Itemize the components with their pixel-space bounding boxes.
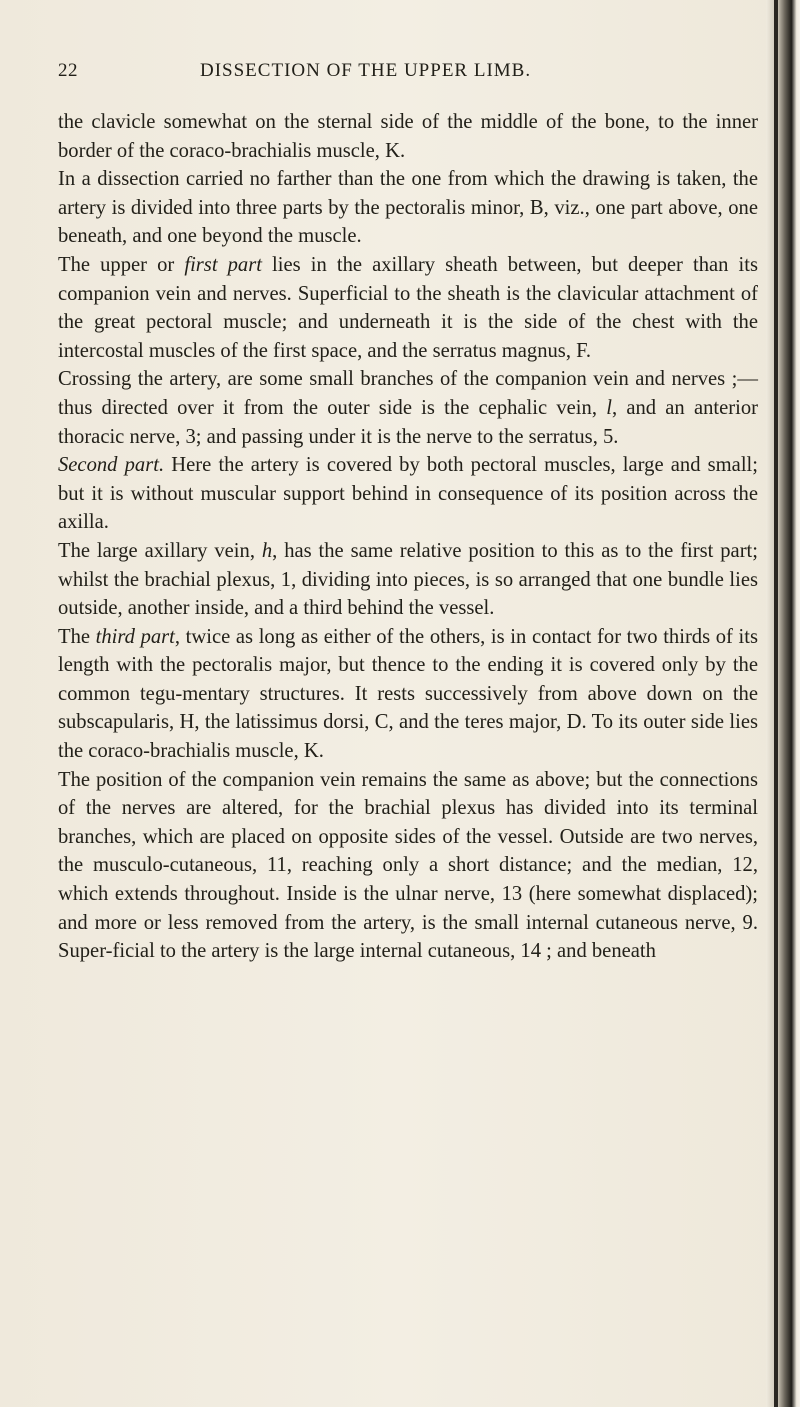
paragraph-1 <box>58 108 758 165</box>
page-binding-shadow <box>774 0 778 1407</box>
paragraph-6-before: The large axillary vein, <box>58 539 262 562</box>
paragraph-4-after: , and an anterior thoracic nerve, 3; and passing under it is the nerve to the serratus, 5. <box>58 396 758 448</box>
paragraph-2-text: In a dissection carried no farther than the one from which the drawing is taken, the artery is divided into three parts by the pectoralis minor, B, viz., one part above, one beneath, and one beyond the muscle. <box>58 168 758 248</box>
paragraph-7-before: The <box>58 625 96 648</box>
body-text <box>58 108 758 966</box>
paragraph-7-after: , twice as long as either of the others, is in contact for two thirds of its length with the pectoralis major, but thence to the ending it is covered only by the common tegu-mentary structures. It rests successively from above down on the subscapularis, H, the latissimus dorsi, C, and the teres major, D. To its outer side lies the coraco-brachialis muscle, K. <box>58 625 758 763</box>
paragraph-3-before: The upper or <box>58 253 185 276</box>
paragraph-1-text: the clavicle somewhat on the sternal side of the middle of the bone, to the inner border of the coraco-brachialis muscle, K. <box>58 111 758 162</box>
paragraph-3-italic: first part <box>184 253 262 276</box>
paragraph-2 <box>58 165 758 251</box>
paragraph-4-before: Crossing the artery, are some small branches of the companion vein and nerves ;—thus directed over it from the outer side is the cephalic vein, <box>58 368 758 419</box>
paragraph-8 <box>58 766 758 966</box>
paragraph-3-after: lies in the axillary sheath between, but deeper than its companion vein and nerves. Superficial to the sheath is the clavicular attachment of the great pectoral muscle; and underneath it is the side of the chest with the intercostal muscles of the first space, and the serratus magnus, F. <box>58 253 759 362</box>
page-binding-edge <box>766 0 800 1407</box>
paragraph-5-italic: Second part. <box>58 454 165 477</box>
running-title: DISSECTION OF THE UPPER LIMB. <box>200 60 532 81</box>
paragraph-6-italic: h <box>261 539 273 562</box>
paragraph-4-italic: l <box>606 396 612 419</box>
paragraph-8-text: The position of the companion vein remains the same as above; but the connections of the nerves are altered, for the brachial plexus has divided into its terminal branches, which are placed on opposite sides of the vessel. Outside are two nerves, the musculo-cutaneous, 11, reaching only a short distance; and the median, 12, which extends throughout. Inside is the ulnar nerve, 13 (here somewhat displaced); and more or less removed from the artery, is the small internal cutaneous nerve, 9. Super-ficial to the artery is the large internal cutaneous, 14 ; and beneath <box>58 768 758 963</box>
paragraph-5-after: Here the artery is covered by both pectoral muscles, large and small; but it is without muscular support behind in consequence of its position across the axilla. <box>58 454 758 534</box>
paragraph-5 <box>58 451 758 537</box>
page-header <box>58 60 758 90</box>
paragraph-7-italic: third part <box>95 625 175 648</box>
paragraph-7 <box>58 623 758 766</box>
paragraph-4 <box>58 365 758 451</box>
paragraph-3 <box>58 251 758 365</box>
paragraph-6-after: , has the same relative position to this as to the first part; whilst the brachial plexus, 1, dividing into pieces, is so arranged that one bundle lies outside, another inside, and a third behind the vessel. <box>58 539 758 620</box>
page-number: 22 <box>58 60 78 81</box>
paragraph-6 <box>58 537 758 623</box>
